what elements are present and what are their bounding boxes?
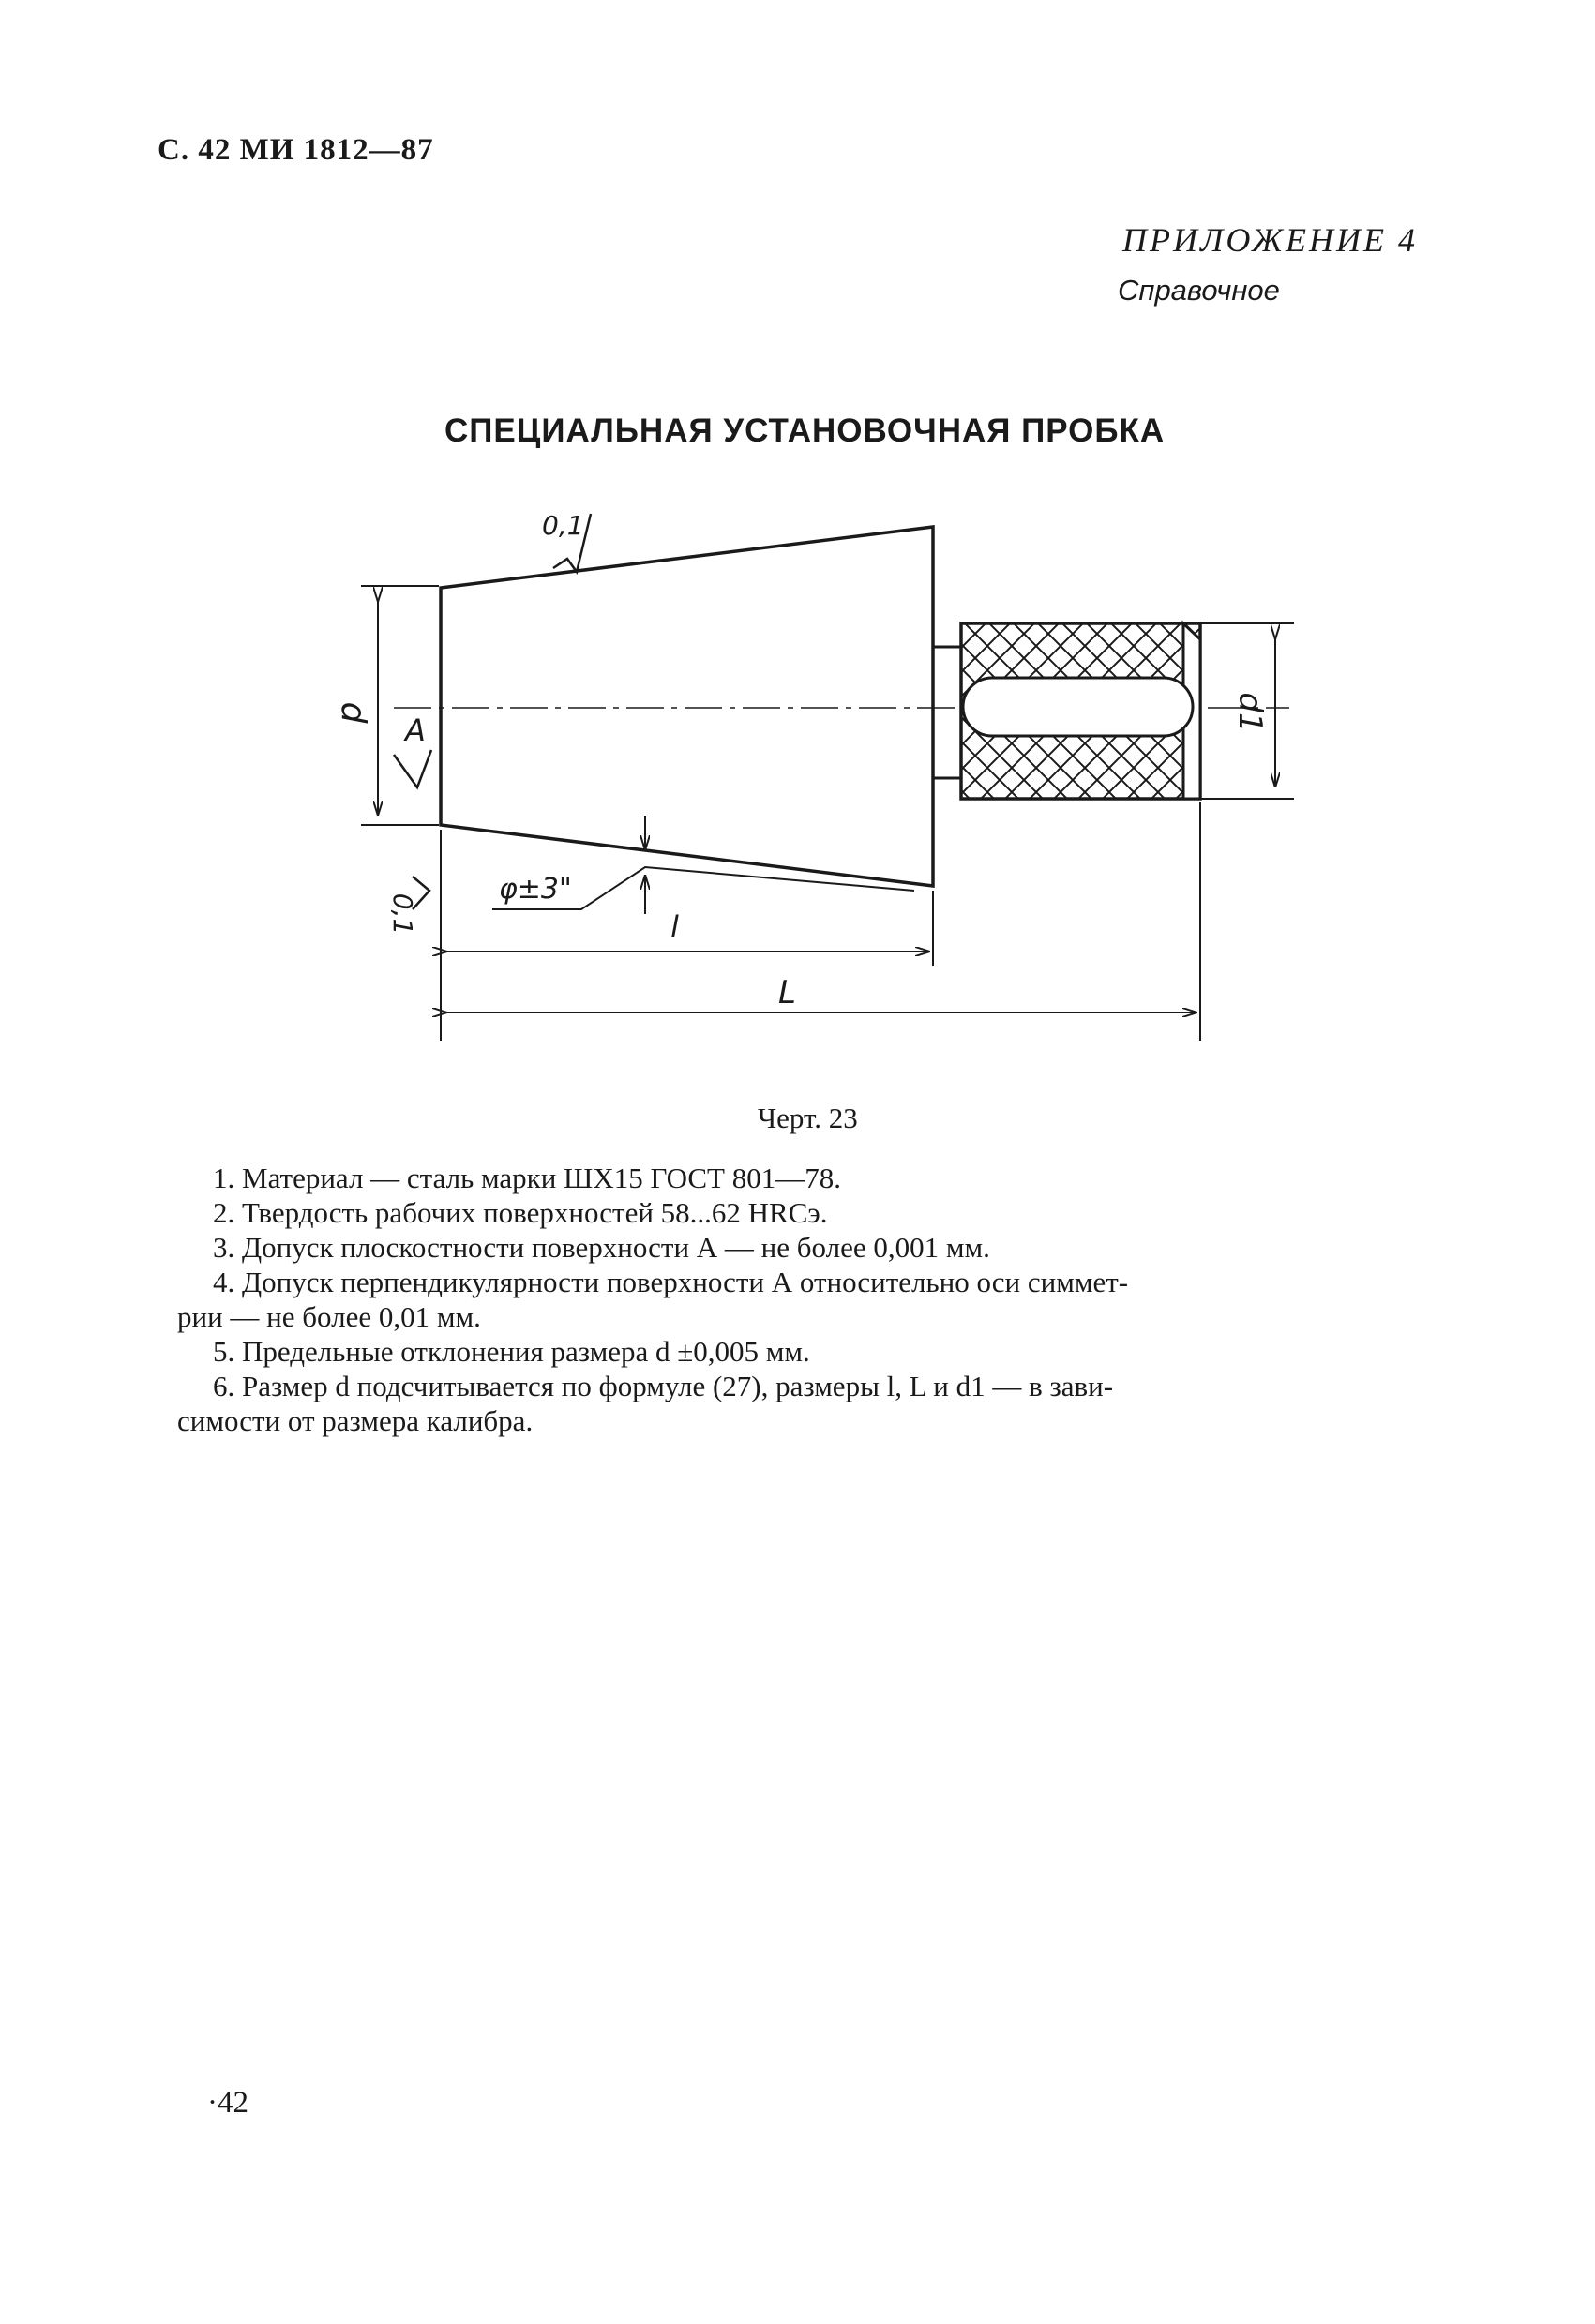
appendix-label: ПРИЛОЖЕНИЕ 4 — [1122, 221, 1418, 259]
note-3: 3. Допуск плоскостности поверхности А — не более 0,001 мм. — [213, 1231, 990, 1264]
label-d1: d1 — [1231, 692, 1269, 733]
note-6: 6. Размер d подсчитывается по формуле (27), размеры l, L и d1 — в зави- — [213, 1370, 1114, 1402]
label-angle: φ±3" — [499, 873, 572, 906]
technical-drawing — [0, 0, 1595, 1078]
note-4: 4. Допуск перпендикулярности поверхности А относительно оси симмет- — [213, 1266, 1129, 1298]
label-l: l — [670, 909, 679, 945]
note-5: 5. Предельные отклонения размера d ±0,005 мм. — [213, 1335, 810, 1368]
label-roughness-top: 0,1 — [542, 510, 584, 541]
note-6-continued: симости от размера калибра. — [177, 1404, 534, 1437]
label-surface-a: A — [405, 712, 426, 748]
page-number: ·42 — [207, 2086, 248, 2120]
page-header: С. 42 МИ 1812—87 — [158, 133, 434, 167]
label-L: L — [778, 974, 796, 1012]
label-roughness-left: 0,1 — [387, 892, 418, 936]
neck — [933, 647, 961, 778]
label-d: d — [334, 701, 372, 724]
note-1: 1. Материал — сталь марки ШХ15 ГОСТ 801—78. — [213, 1162, 841, 1194]
document-title: СПЕЦИАЛЬНАЯ УСТАНОВОЧНАЯ ПРОБКА — [444, 412, 1166, 449]
surface-a-leader — [394, 750, 431, 787]
handle-slot — [963, 678, 1193, 736]
figure-caption: Черт. 23 — [758, 1102, 858, 1134]
appendix-subtitle: Справочное — [1118, 274, 1280, 307]
cone-body — [441, 527, 933, 886]
note-4-continued: рии — не более 0,01 мм. — [177, 1300, 481, 1333]
note-2: 2. Твердость рабочих поверхностей 58...62 HRCэ. — [213, 1196, 828, 1229]
notes-list — [177, 1161, 1460, 1438]
